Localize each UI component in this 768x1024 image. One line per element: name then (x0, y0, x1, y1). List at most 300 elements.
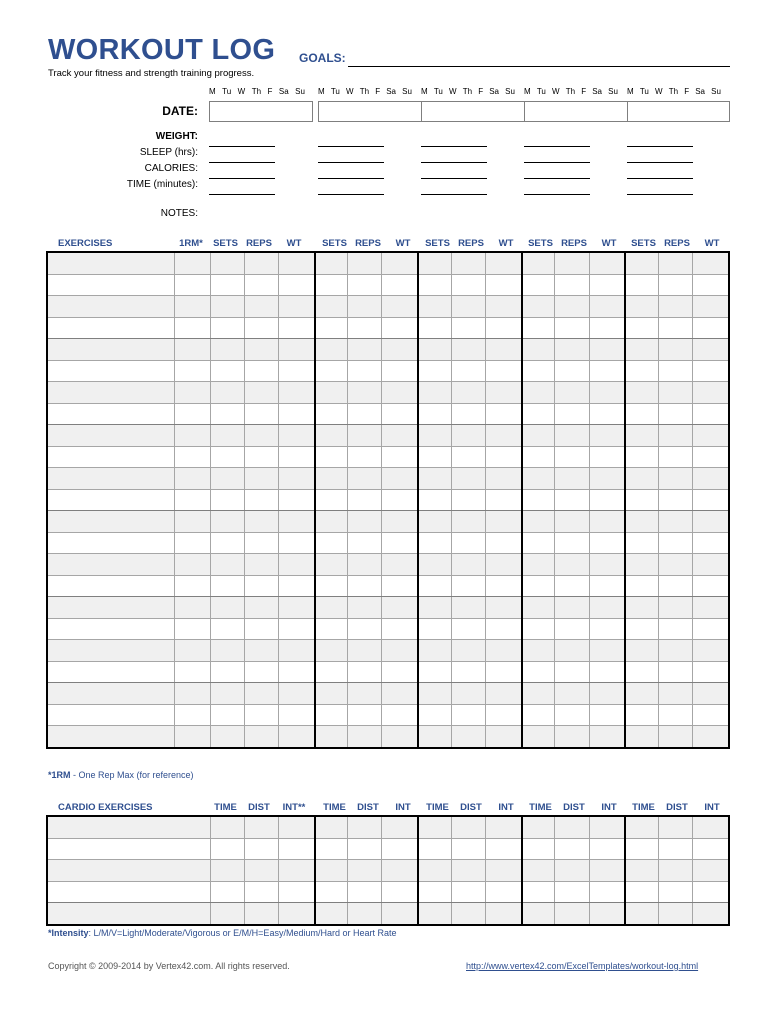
entry-cell[interactable] (589, 382, 625, 404)
entry-cell[interactable] (625, 618, 658, 640)
entry-cell[interactable] (211, 726, 244, 748)
entry-cell[interactable] (451, 468, 485, 490)
entry-cell[interactable] (382, 554, 418, 576)
entry-cell[interactable] (382, 382, 418, 404)
date-field[interactable] (627, 101, 730, 122)
entry-cell[interactable] (658, 252, 692, 274)
entry-cell[interactable] (658, 683, 692, 705)
entry-cell[interactable] (418, 661, 451, 683)
entry-cell[interactable] (589, 468, 625, 490)
weight-field[interactable] (524, 146, 590, 147)
entry-cell[interactable] (315, 296, 348, 318)
entry-cell[interactable] (522, 339, 555, 361)
entry-cell[interactable] (315, 575, 348, 597)
entry-cell[interactable] (244, 296, 278, 318)
entry-cell[interactable] (175, 252, 211, 274)
entry-cell[interactable] (315, 640, 348, 662)
entry-cell[interactable] (211, 597, 244, 619)
entry-cell[interactable] (625, 339, 658, 361)
exercise-name-cell[interactable] (47, 661, 175, 683)
entry-cell[interactable] (175, 425, 211, 447)
entry-cell[interactable] (625, 296, 658, 318)
entry-cell[interactable] (315, 339, 348, 361)
entry-cell[interactable] (658, 838, 692, 860)
entry-cell[interactable] (555, 468, 589, 490)
entry-cell[interactable] (485, 296, 521, 318)
entry-cell[interactable] (625, 816, 658, 838)
entry-cell[interactable] (522, 618, 555, 640)
exercise-name-cell[interactable] (47, 446, 175, 468)
exercise-name-cell[interactable] (47, 425, 175, 447)
entry-cell[interactable] (315, 903, 348, 925)
entry-cell[interactable] (382, 317, 418, 339)
entry-cell[interactable] (244, 339, 278, 361)
entry-cell[interactable] (418, 838, 451, 860)
entry-cell[interactable] (693, 489, 729, 511)
entry-cell[interactable] (658, 296, 692, 318)
entry-cell[interactable] (625, 360, 658, 382)
entry-cell[interactable] (658, 489, 692, 511)
entry-cell[interactable] (348, 468, 382, 490)
entry-cell[interactable] (589, 360, 625, 382)
entry-cell[interactable] (522, 554, 555, 576)
entry-cell[interactable] (211, 511, 244, 533)
entry-cell[interactable] (589, 903, 625, 925)
entry-cell[interactable] (244, 360, 278, 382)
time-field[interactable] (421, 194, 487, 195)
entry-cell[interactable] (382, 860, 418, 882)
entry-cell[interactable] (451, 252, 485, 274)
entry-cell[interactable] (418, 468, 451, 490)
entry-cell[interactable] (693, 816, 729, 838)
goals-field[interactable] (348, 66, 730, 67)
entry-cell[interactable] (451, 511, 485, 533)
entry-cell[interactable] (211, 903, 244, 925)
entry-cell[interactable] (485, 881, 521, 903)
entry-cell[interactable] (451, 661, 485, 683)
entry-cell[interactable] (315, 446, 348, 468)
entry-cell[interactable] (658, 640, 692, 662)
entry-cell[interactable] (315, 683, 348, 705)
entry-cell[interactable] (589, 683, 625, 705)
entry-cell[interactable] (211, 252, 244, 274)
entry-cell[interactable] (555, 704, 589, 726)
entry-cell[interactable] (485, 360, 521, 382)
entry-cell[interactable] (589, 252, 625, 274)
calories-field[interactable] (318, 178, 384, 179)
entry-cell[interactable] (485, 597, 521, 619)
entry-cell[interactable] (382, 575, 418, 597)
entry-cell[interactable] (522, 683, 555, 705)
entry-cell[interactable] (348, 903, 382, 925)
entry-cell[interactable] (658, 274, 692, 296)
calories-field[interactable] (421, 178, 487, 179)
entry-cell[interactable] (382, 726, 418, 748)
entry-cell[interactable] (382, 597, 418, 619)
entry-cell[interactable] (625, 881, 658, 903)
entry-cell[interactable] (555, 317, 589, 339)
entry-cell[interactable] (522, 489, 555, 511)
entry-cell[interactable] (348, 640, 382, 662)
sleep-field[interactable] (318, 162, 384, 163)
entry-cell[interactable] (244, 274, 278, 296)
entry-cell[interactable] (211, 881, 244, 903)
calories-field[interactable] (209, 178, 275, 179)
entry-cell[interactable] (175, 382, 211, 404)
entry-cell[interactable] (382, 661, 418, 683)
entry-cell[interactable] (418, 597, 451, 619)
entry-cell[interactable] (693, 683, 729, 705)
entry-cell[interactable] (451, 317, 485, 339)
entry-cell[interactable] (589, 554, 625, 576)
entry-cell[interactable] (244, 860, 278, 882)
sleep-field[interactable] (524, 162, 590, 163)
entry-cell[interactable] (418, 816, 451, 838)
entry-cell[interactable] (244, 618, 278, 640)
entry-cell[interactable] (315, 360, 348, 382)
entry-cell[interactable] (348, 554, 382, 576)
entry-cell[interactable] (451, 425, 485, 447)
time-field[interactable] (318, 194, 384, 195)
entry-cell[interactable] (625, 554, 658, 576)
entry-cell[interactable] (175, 575, 211, 597)
entry-cell[interactable] (211, 468, 244, 490)
exercise-name-cell[interactable] (47, 726, 175, 748)
entry-cell[interactable] (418, 618, 451, 640)
exercise-name-cell[interactable] (47, 860, 211, 882)
entry-cell[interactable] (348, 382, 382, 404)
entry-cell[interactable] (658, 468, 692, 490)
entry-cell[interactable] (315, 468, 348, 490)
time-field[interactable] (524, 194, 590, 195)
entry-cell[interactable] (555, 597, 589, 619)
entry-cell[interactable] (418, 382, 451, 404)
entry-cell[interactable] (522, 360, 555, 382)
entry-cell[interactable] (485, 468, 521, 490)
entry-cell[interactable] (451, 532, 485, 554)
entry-cell[interactable] (278, 683, 314, 705)
entry-cell[interactable] (451, 554, 485, 576)
entry-cell[interactable] (278, 661, 314, 683)
entry-cell[interactable] (485, 317, 521, 339)
entry-cell[interactable] (555, 838, 589, 860)
entry-cell[interactable] (315, 838, 348, 860)
entry-cell[interactable] (175, 274, 211, 296)
entry-cell[interactable] (278, 640, 314, 662)
entry-cell[interactable] (175, 317, 211, 339)
entry-cell[interactable] (625, 597, 658, 619)
time-field[interactable] (209, 194, 275, 195)
entry-cell[interactable] (278, 511, 314, 533)
entry-cell[interactable] (244, 726, 278, 748)
entry-cell[interactable] (175, 618, 211, 640)
exercise-name-cell[interactable] (47, 903, 211, 925)
entry-cell[interactable] (244, 425, 278, 447)
entry-cell[interactable] (418, 403, 451, 425)
entry-cell[interactable] (589, 274, 625, 296)
exercise-name-cell[interactable] (47, 618, 175, 640)
entry-cell[interactable] (522, 860, 555, 882)
entry-cell[interactable] (693, 403, 729, 425)
entry-cell[interactable] (278, 726, 314, 748)
entry-cell[interactable] (693, 532, 729, 554)
entry-cell[interactable] (315, 816, 348, 838)
entry-cell[interactable] (315, 425, 348, 447)
entry-cell[interactable] (315, 511, 348, 533)
entry-cell[interactable] (485, 575, 521, 597)
entry-cell[interactable] (555, 339, 589, 361)
entry-cell[interactable] (315, 489, 348, 511)
entry-cell[interactable] (555, 726, 589, 748)
entry-cell[interactable] (175, 511, 211, 533)
source-link[interactable]: http://www.vertex42.com/ExcelTemplates/workout-log.html (466, 961, 699, 971)
entry-cell[interactable] (278, 860, 314, 882)
entry-cell[interactable] (658, 881, 692, 903)
entry-cell[interactable] (244, 903, 278, 925)
entry-cell[interactable] (555, 252, 589, 274)
entry-cell[interactable] (278, 403, 314, 425)
entry-cell[interactable] (382, 425, 418, 447)
entry-cell[interactable] (382, 816, 418, 838)
weight-field[interactable] (421, 146, 487, 147)
entry-cell[interactable] (485, 816, 521, 838)
entry-cell[interactable] (693, 554, 729, 576)
entry-cell[interactable] (522, 903, 555, 925)
date-field[interactable] (209, 101, 313, 122)
entry-cell[interactable] (658, 816, 692, 838)
entry-cell[interactable] (589, 317, 625, 339)
entry-cell[interactable] (451, 683, 485, 705)
entry-cell[interactable] (625, 704, 658, 726)
entry-cell[interactable] (555, 403, 589, 425)
entry-cell[interactable] (451, 575, 485, 597)
exercise-name-cell[interactable] (47, 296, 175, 318)
entry-cell[interactable] (175, 468, 211, 490)
entry-cell[interactable] (211, 403, 244, 425)
entry-cell[interactable] (658, 554, 692, 576)
entry-cell[interactable] (175, 403, 211, 425)
entry-cell[interactable] (211, 683, 244, 705)
entry-cell[interactable] (555, 382, 589, 404)
entry-cell[interactable] (175, 640, 211, 662)
exercise-name-cell[interactable] (47, 816, 211, 838)
weight-field[interactable] (627, 146, 693, 147)
entry-cell[interactable] (589, 816, 625, 838)
date-field[interactable] (524, 101, 628, 122)
entry-cell[interactable] (658, 903, 692, 925)
entry-cell[interactable] (522, 816, 555, 838)
entry-cell[interactable] (211, 489, 244, 511)
entry-cell[interactable] (418, 554, 451, 576)
date-field[interactable] (421, 101, 525, 122)
entry-cell[interactable] (382, 511, 418, 533)
entry-cell[interactable] (693, 661, 729, 683)
entry-cell[interactable] (315, 597, 348, 619)
entry-cell[interactable] (555, 816, 589, 838)
entry-cell[interactable] (555, 881, 589, 903)
entry-cell[interactable] (693, 425, 729, 447)
entry-cell[interactable] (451, 860, 485, 882)
entry-cell[interactable] (625, 468, 658, 490)
exercise-name-cell[interactable] (47, 575, 175, 597)
entry-cell[interactable] (589, 881, 625, 903)
entry-cell[interactable] (382, 704, 418, 726)
entry-cell[interactable] (658, 425, 692, 447)
entry-cell[interactable] (244, 704, 278, 726)
entry-cell[interactable] (451, 704, 485, 726)
entry-cell[interactable] (382, 618, 418, 640)
exercise-name-cell[interactable] (47, 317, 175, 339)
entry-cell[interactable] (555, 618, 589, 640)
entry-cell[interactable] (522, 881, 555, 903)
entry-cell[interactable] (658, 339, 692, 361)
entry-cell[interactable] (522, 382, 555, 404)
entry-cell[interactable] (382, 838, 418, 860)
entry-cell[interactable] (451, 618, 485, 640)
entry-cell[interactable] (485, 661, 521, 683)
entry-cell[interactable] (658, 618, 692, 640)
entry-cell[interactable] (625, 683, 658, 705)
entry-cell[interactable] (522, 597, 555, 619)
entry-cell[interactable] (211, 360, 244, 382)
entry-cell[interactable] (555, 274, 589, 296)
entry-cell[interactable] (348, 575, 382, 597)
entry-cell[interactable] (658, 446, 692, 468)
entry-cell[interactable] (278, 252, 314, 274)
entry-cell[interactable] (589, 532, 625, 554)
entry-cell[interactable] (555, 360, 589, 382)
entry-cell[interactable] (658, 597, 692, 619)
entry-cell[interactable] (522, 640, 555, 662)
entry-cell[interactable] (315, 317, 348, 339)
sleep-field[interactable] (627, 162, 693, 163)
entry-cell[interactable] (418, 360, 451, 382)
entry-cell[interactable] (658, 317, 692, 339)
entry-cell[interactable] (418, 274, 451, 296)
entry-cell[interactable] (278, 816, 314, 838)
entry-cell[interactable] (589, 860, 625, 882)
entry-cell[interactable] (658, 382, 692, 404)
entry-cell[interactable] (244, 446, 278, 468)
entry-cell[interactable] (485, 554, 521, 576)
entry-cell[interactable] (625, 838, 658, 860)
entry-cell[interactable] (625, 382, 658, 404)
entry-cell[interactable] (211, 532, 244, 554)
entry-cell[interactable] (451, 640, 485, 662)
entry-cell[interactable] (693, 317, 729, 339)
entry-cell[interactable] (555, 532, 589, 554)
exercise-name-cell[interactable] (47, 597, 175, 619)
entry-cell[interactable] (693, 274, 729, 296)
exercise-name-cell[interactable] (47, 704, 175, 726)
entry-cell[interactable] (418, 446, 451, 468)
entry-cell[interactable] (382, 446, 418, 468)
entry-cell[interactable] (175, 296, 211, 318)
entry-cell[interactable] (244, 816, 278, 838)
entry-cell[interactable] (278, 597, 314, 619)
entry-cell[interactable] (625, 252, 658, 274)
entry-cell[interactable] (418, 704, 451, 726)
entry-cell[interactable] (244, 575, 278, 597)
sleep-field[interactable] (421, 162, 487, 163)
entry-cell[interactable] (278, 881, 314, 903)
entry-cell[interactable] (175, 661, 211, 683)
entry-cell[interactable] (693, 511, 729, 533)
entry-cell[interactable] (451, 881, 485, 903)
entry-cell[interactable] (693, 618, 729, 640)
entry-cell[interactable] (418, 532, 451, 554)
entry-cell[interactable] (382, 489, 418, 511)
entry-cell[interactable] (278, 554, 314, 576)
entry-cell[interactable] (625, 317, 658, 339)
entry-cell[interactable] (625, 403, 658, 425)
exercise-name-cell[interactable] (47, 252, 175, 274)
entry-cell[interactable] (485, 683, 521, 705)
exercise-name-cell[interactable] (47, 532, 175, 554)
entry-cell[interactable] (348, 860, 382, 882)
entry-cell[interactable] (418, 489, 451, 511)
entry-cell[interactable] (348, 403, 382, 425)
entry-cell[interactable] (278, 838, 314, 860)
entry-cell[interactable] (211, 274, 244, 296)
entry-cell[interactable] (693, 360, 729, 382)
entry-cell[interactable] (625, 425, 658, 447)
entry-cell[interactable] (418, 881, 451, 903)
entry-cell[interactable] (589, 661, 625, 683)
entry-cell[interactable] (522, 274, 555, 296)
entry-cell[interactable] (451, 816, 485, 838)
entry-cell[interactable] (522, 704, 555, 726)
entry-cell[interactable] (555, 511, 589, 533)
entry-cell[interactable] (348, 618, 382, 640)
entry-cell[interactable] (348, 881, 382, 903)
entry-cell[interactable] (451, 360, 485, 382)
entry-cell[interactable] (175, 726, 211, 748)
entry-cell[interactable] (418, 903, 451, 925)
entry-cell[interactable] (348, 252, 382, 274)
entry-cell[interactable] (382, 640, 418, 662)
entry-cell[interactable] (348, 683, 382, 705)
entry-cell[interactable] (175, 683, 211, 705)
entry-cell[interactable] (244, 317, 278, 339)
entry-cell[interactable] (522, 511, 555, 533)
entry-cell[interactable] (693, 838, 729, 860)
entry-cell[interactable] (348, 296, 382, 318)
entry-cell[interactable] (451, 382, 485, 404)
entry-cell[interactable] (693, 468, 729, 490)
entry-cell[interactable] (175, 597, 211, 619)
entry-cell[interactable] (348, 726, 382, 748)
entry-cell[interactable] (625, 532, 658, 554)
entry-cell[interactable] (211, 575, 244, 597)
entry-cell[interactable] (278, 360, 314, 382)
entry-cell[interactable] (589, 704, 625, 726)
entry-cell[interactable] (211, 618, 244, 640)
entry-cell[interactable] (658, 726, 692, 748)
entry-cell[interactable] (522, 296, 555, 318)
entry-cell[interactable] (485, 339, 521, 361)
entry-cell[interactable] (693, 339, 729, 361)
entry-cell[interactable] (522, 575, 555, 597)
entry-cell[interactable] (278, 382, 314, 404)
entry-cell[interactable] (658, 403, 692, 425)
entry-cell[interactable] (418, 339, 451, 361)
entry-cell[interactable] (625, 860, 658, 882)
entry-cell[interactable] (522, 532, 555, 554)
entry-cell[interactable] (244, 511, 278, 533)
calories-field[interactable] (524, 178, 590, 179)
entry-cell[interactable] (382, 881, 418, 903)
